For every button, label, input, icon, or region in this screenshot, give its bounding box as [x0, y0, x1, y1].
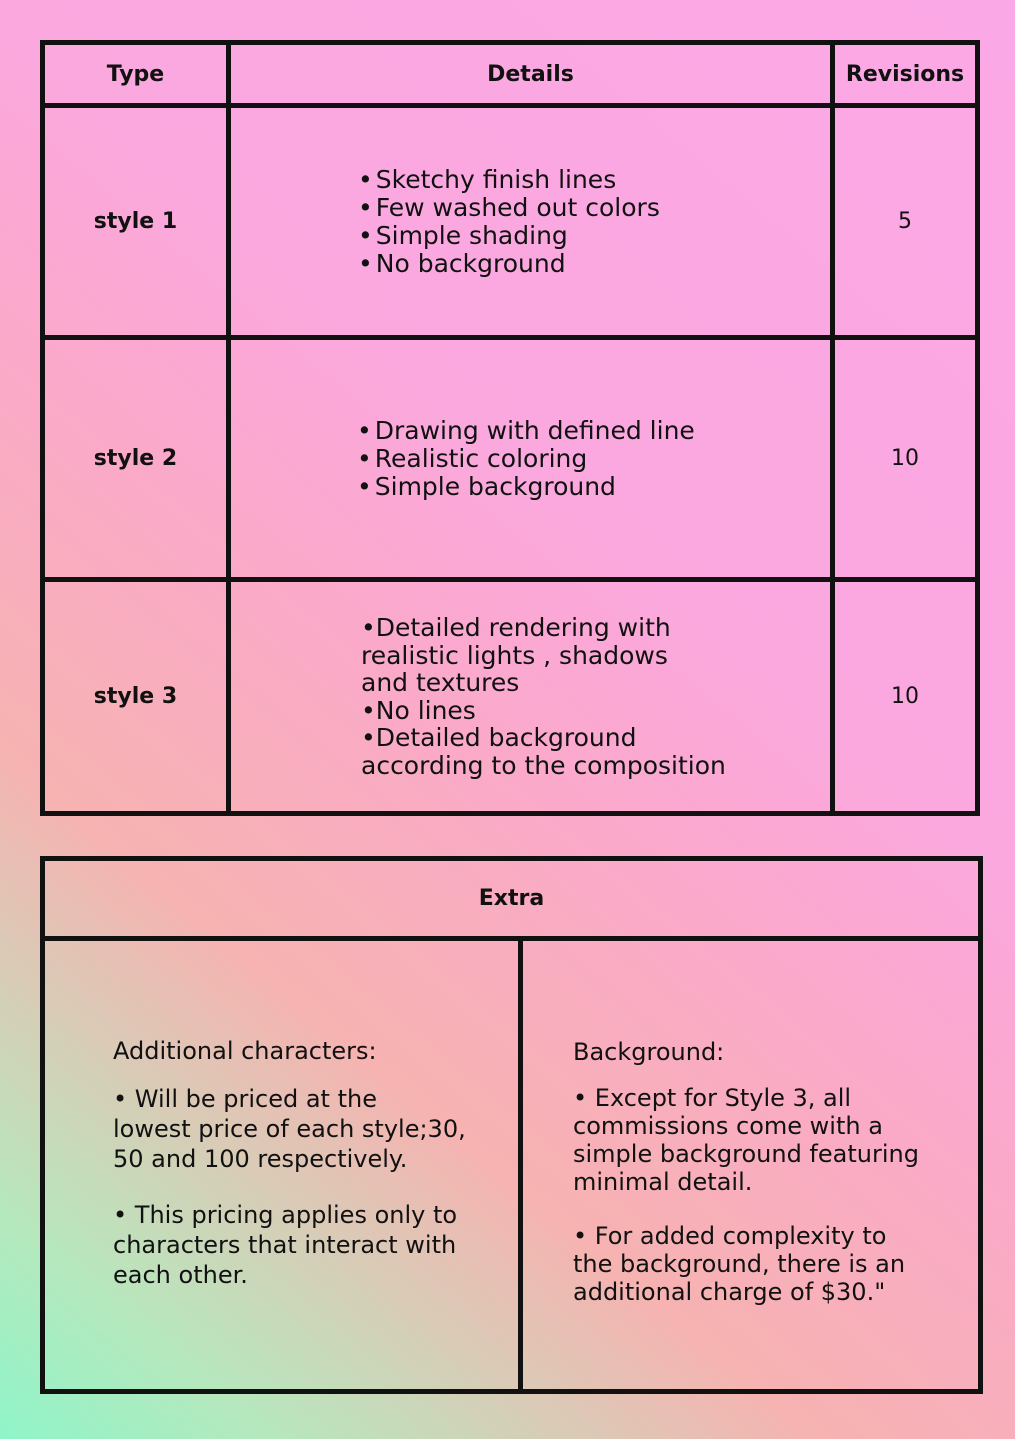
list-item: • Will be priced at the lowest price of each style;30, 50 and 100 respectively. — [113, 1085, 466, 1173]
row-style-3-revisions: 10 — [891, 684, 919, 709]
column-divider — [518, 941, 523, 1389]
list-item: • Few washed out colors — [358, 194, 660, 222]
row-style-3-type: style 3 — [93, 684, 178, 709]
background-title: Background: — [573, 1038, 725, 1066]
row-style-1-type: style 1 — [93, 209, 178, 234]
list-item: • Sketchy finish lines — [358, 166, 660, 194]
additional-characters-title: Additional characters: — [113, 1037, 377, 1065]
row-style-2-revisions: 10 — [891, 446, 919, 471]
list-item: • Except for Style 3, all commissions come with a simple background featuring minimal detail. — [573, 1084, 919, 1196]
list-item: • Realistic coloring — [357, 445, 695, 473]
header-revisions: Revisions — [845, 61, 965, 87]
list-item: • Simple shading — [358, 222, 660, 250]
details-line: •No lines — [361, 695, 476, 725]
list-item: • No background — [358, 250, 660, 278]
list-item: • Drawing with defined line — [357, 417, 695, 445]
list-item: • This pricing applies only to characters that interact with each other. — [113, 1201, 458, 1289]
row-style-2-details — [231, 340, 830, 577]
row-style-2-type: style 2 — [93, 446, 178, 471]
row-style-1-revisions: 5 — [898, 209, 912, 234]
details-line: according to the composition — [361, 750, 726, 780]
details-line: •Detailed rendering with — [361, 613, 671, 642]
row-style-3-details — [231, 582, 830, 811]
details-list — [357, 417, 695, 501]
extra-header: Extra — [478, 886, 545, 911]
background-section — [573, 1038, 973, 1332]
row-style-1-details — [231, 108, 830, 335]
details-line: realistic lights , shadows — [361, 640, 668, 670]
details-line: and textures — [361, 668, 520, 697]
details-list — [358, 166, 660, 278]
additional-characters-section — [113, 1036, 513, 1316]
header-type: Type — [106, 61, 165, 87]
details-line: •Detailed background — [361, 723, 637, 752]
row-divider — [45, 936, 978, 941]
header-details: Details — [487, 61, 574, 87]
extra-table — [40, 856, 983, 1394]
styles-table — [40, 40, 980, 816]
list-item: • Simple background — [357, 473, 695, 501]
list-item: • For added complexity to the background, there is an additional charge of $30." — [573, 1222, 906, 1306]
details-paragraph — [361, 614, 726, 779]
